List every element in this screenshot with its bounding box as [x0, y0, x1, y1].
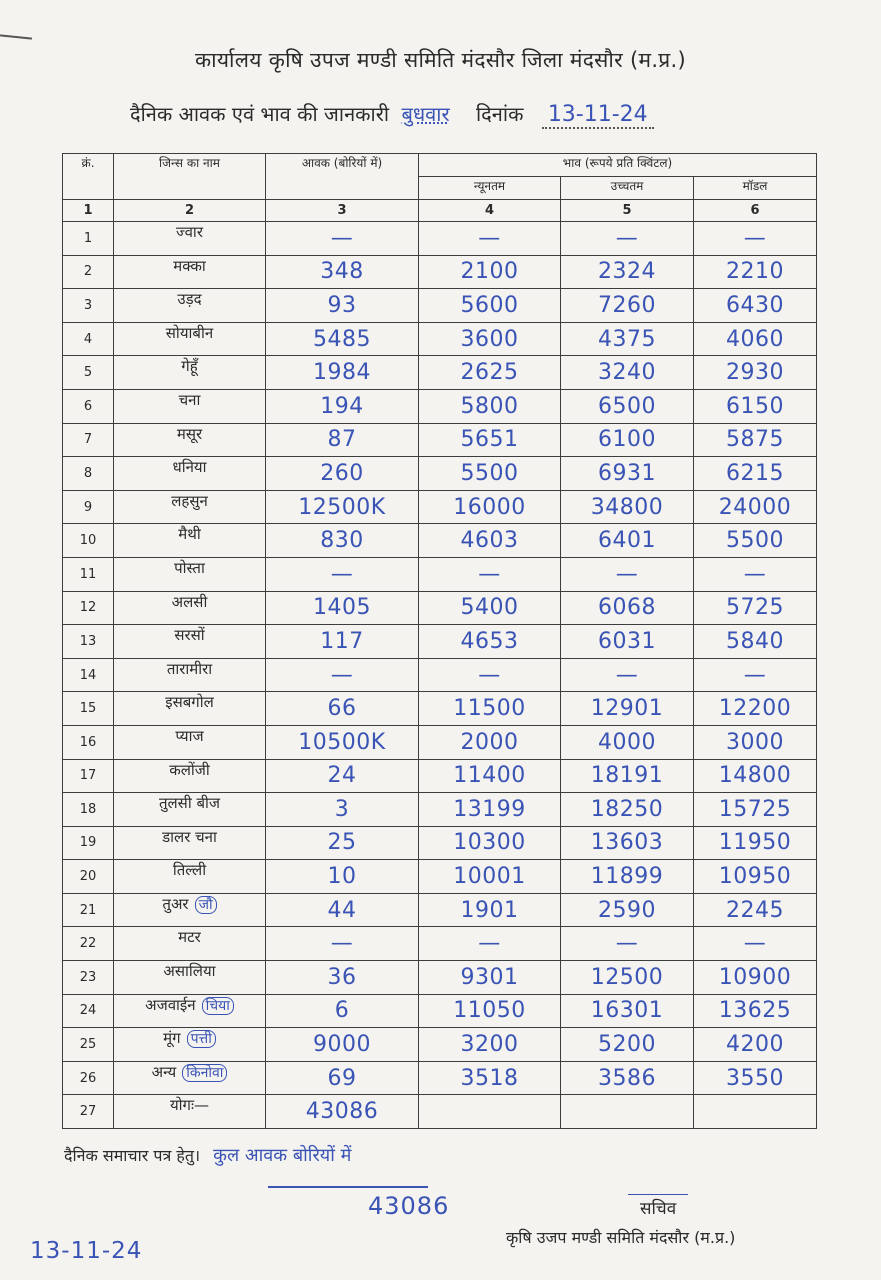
row-sn: 19 [63, 826, 114, 860]
model-price-cell: 11950 [694, 826, 817, 860]
max-price-cell: 18250 [561, 793, 694, 827]
commodity-name-text: सोयाबीन [165, 323, 214, 342]
col-number: 3 [266, 200, 419, 222]
commodity-name [114, 692, 266, 726]
commodity-name [114, 222, 266, 256]
row-sn: 16 [63, 725, 114, 759]
table-row [63, 759, 817, 793]
commodity-name [114, 322, 266, 356]
max-price-cell: — [561, 927, 694, 961]
row-sn: 21 [63, 893, 114, 927]
row-sn: 23 [63, 961, 114, 995]
report-date: 13-11-24 [542, 102, 654, 129]
office-title: कार्यालय कृषि उपज मण्डी समिति मंदसौर जिला मंदसौर (म.प्र.) [194, 48, 687, 72]
model-price-cell: — [694, 222, 817, 256]
min-price-cell [419, 1095, 561, 1129]
arrival-cell: 93 [266, 289, 419, 323]
max-price-cell: 13603 [561, 826, 694, 860]
commodity-name [114, 423, 266, 457]
arrival-cell: 66 [266, 692, 419, 726]
commodity-name [114, 1095, 266, 1129]
row-sn: 18 [63, 793, 114, 827]
table-row [63, 1095, 817, 1129]
table-row [63, 457, 817, 491]
total-arrival: 43086 [368, 1192, 450, 1220]
commodity-name-text: ज्वार [176, 223, 203, 241]
model-price-cell: 5875 [694, 423, 817, 457]
model-price-cell: 6430 [694, 289, 817, 323]
arrival-cell: 3 [266, 793, 419, 827]
arrival-cell: 5485 [266, 322, 419, 356]
commodity-name-text: डालर चना [162, 827, 217, 846]
price-table [62, 153, 817, 1129]
max-price-cell: 12500 [561, 961, 694, 995]
max-price-cell: 6401 [561, 524, 694, 558]
arrival-cell: 1405 [266, 591, 419, 625]
commodity-name [114, 826, 266, 860]
min-price-cell: 1901 [419, 893, 561, 927]
newspaper-note: कुल आवक बोरियों में [213, 1145, 352, 1166]
min-price-cell: 11400 [419, 759, 561, 793]
row-sn: 26 [63, 1061, 114, 1095]
commodity-name-text: असालिया [163, 962, 216, 981]
model-price-cell: 2245 [694, 893, 817, 927]
min-price-cell: 2625 [419, 356, 561, 390]
max-price-cell [561, 1095, 694, 1129]
model-price-cell: 6150 [694, 389, 817, 423]
model-price-cell [694, 1095, 817, 1129]
commodity-name-text: योगः— [169, 1096, 210, 1115]
min-price-cell: 2100 [419, 255, 561, 289]
row-sn: 9 [63, 490, 114, 524]
model-price-cell: 13625 [694, 994, 817, 1028]
max-price-cell: 4375 [561, 322, 694, 356]
model-price-cell: 5500 [694, 524, 817, 558]
arrival-cell: 117 [266, 625, 419, 659]
arrival-cell: 69 [266, 1061, 419, 1095]
min-price-cell: — [419, 557, 561, 591]
max-price-cell: 4000 [561, 725, 694, 759]
commodity-name-text: अलसी [171, 592, 208, 611]
table-row [63, 222, 817, 256]
commodity-name [114, 994, 266, 1028]
table-row [63, 1028, 817, 1062]
commodity-name [114, 524, 266, 558]
row-sn: 24 [63, 994, 114, 1028]
commodity-name [114, 490, 266, 524]
commodity-note: किनोवा [182, 1064, 227, 1082]
row-sn: 10 [63, 524, 114, 558]
max-price-cell: — [561, 222, 694, 256]
min-price-cell: 5651 [419, 423, 561, 457]
row-sn: 1 [63, 222, 114, 256]
min-price-cell: 5600 [419, 289, 561, 323]
table-row [63, 860, 817, 894]
row-sn: 8 [63, 457, 114, 491]
commodity-name [114, 389, 266, 423]
min-price-cell: 4603 [419, 524, 561, 558]
min-price-cell: — [419, 658, 561, 692]
report-subtitle-line [130, 100, 654, 127]
arrival-cell: 36 [266, 961, 419, 995]
commodity-name-text: चना [178, 390, 201, 409]
commodity-name-text: अजवाईन [145, 995, 196, 1014]
row-sn: 27 [63, 1095, 114, 1129]
max-price-cell: 2590 [561, 893, 694, 927]
row-sn: 3 [63, 289, 114, 323]
commodity-name [114, 759, 266, 793]
model-price-cell: 2930 [694, 356, 817, 390]
newspaper-line [64, 1143, 351, 1167]
commodity-name [114, 457, 266, 491]
col-header-name: जिन्स का नाम [114, 154, 266, 200]
commodity-name-text: तिल्ली [172, 861, 207, 880]
max-price-cell: 3240 [561, 356, 694, 390]
max-price-cell: 12901 [561, 692, 694, 726]
model-price-cell: 24000 [694, 490, 817, 524]
min-price-cell: 5800 [419, 389, 561, 423]
min-price-cell: 16000 [419, 490, 561, 524]
col-header-price: भाव (रूपये प्रति क्विंटल) [419, 154, 817, 177]
commodity-name-text: तुअर [162, 894, 189, 913]
commodity-name-text: धनिया [172, 458, 207, 477]
model-price-cell: 4060 [694, 322, 817, 356]
row-sn: 6 [63, 389, 114, 423]
model-price-cell: — [694, 658, 817, 692]
max-price-cell: 6031 [561, 625, 694, 659]
arrival-cell: 10 [266, 860, 419, 894]
commodity-name-text: तुलसी बीज [158, 794, 221, 813]
max-price-cell: 6100 [561, 423, 694, 457]
arrival-cell: 12500K [266, 490, 419, 524]
arrival-cell: 44 [266, 893, 419, 927]
col-number: 4 [419, 200, 561, 222]
commodity-note: पत्ती [187, 1030, 216, 1048]
model-price-cell: 12200 [694, 692, 817, 726]
newspaper-label: दैनिक समाचार पत्र हेतु। [64, 1146, 201, 1165]
table-row [63, 423, 817, 457]
table-row [63, 658, 817, 692]
table-row [63, 994, 817, 1028]
col-header-arrival: आवक (बोरियों में) [266, 154, 419, 200]
table-row [63, 625, 817, 659]
col-number: 2 [114, 200, 266, 222]
commodity-name-text: सरसों [174, 626, 205, 645]
arrival-cell: 43086 [266, 1095, 419, 1129]
col-header-sn: क्रं. [63, 154, 114, 200]
max-price-cell: 3586 [561, 1061, 694, 1095]
model-price-cell: — [694, 927, 817, 961]
table-row [63, 927, 817, 961]
min-price-cell: 10001 [419, 860, 561, 894]
row-sn: 25 [63, 1028, 114, 1062]
model-price-cell: 15725 [694, 793, 817, 827]
arrival-cell: 830 [266, 524, 419, 558]
secretary-label: सचिव [640, 1199, 677, 1219]
min-price-cell: — [419, 222, 561, 256]
arrival-cell: — [266, 557, 419, 591]
min-price-cell: 2000 [419, 725, 561, 759]
table-row [63, 356, 817, 390]
max-price-cell: 18191 [561, 759, 694, 793]
arrival-cell: 25 [266, 826, 419, 860]
table-row [63, 490, 817, 524]
commodity-name [114, 961, 266, 995]
max-price-cell: 6068 [561, 591, 694, 625]
commodity-name [114, 658, 266, 692]
min-price-cell: 3518 [419, 1061, 561, 1095]
col-number: 1 [63, 200, 114, 222]
commodity-name [114, 1061, 266, 1095]
commodity-name [114, 557, 266, 591]
min-price-cell: 9301 [419, 961, 561, 995]
min-price-cell: 3200 [419, 1028, 561, 1062]
col-number: 6 [694, 200, 817, 222]
col-header-max: उच्चतम [561, 177, 694, 200]
commodity-name [114, 289, 266, 323]
max-price-cell: — [561, 557, 694, 591]
arrival-cell: 1984 [266, 356, 419, 390]
commodity-name [114, 893, 266, 927]
commodity-name-text: इसबगोल [165, 693, 214, 712]
model-price-cell: 4200 [694, 1028, 817, 1062]
arrival-cell: 87 [266, 423, 419, 457]
max-price-cell: 34800 [561, 490, 694, 524]
arrival-cell: 24 [266, 759, 419, 793]
arrival-cell: 348 [266, 255, 419, 289]
commodity-note: जौ [195, 896, 217, 914]
arrival-cell: 194 [266, 389, 419, 423]
commodity-name [114, 255, 266, 289]
min-price-cell: 3600 [419, 322, 561, 356]
arrival-cell: — [266, 927, 419, 961]
arrival-cell: 10500K [266, 725, 419, 759]
commodity-note: चिया [202, 997, 234, 1015]
commodity-name-text: गेहूँ [181, 357, 198, 376]
date-label: दिनांक [476, 102, 524, 126]
row-sn: 7 [63, 423, 114, 457]
row-sn: 11 [63, 557, 114, 591]
row-sn: 14 [63, 658, 114, 692]
min-price-cell: 11500 [419, 692, 561, 726]
max-price-cell: 11899 [561, 860, 694, 894]
max-price-cell: 6931 [561, 457, 694, 491]
commodity-name-text: कलोंजी [169, 760, 210, 779]
row-sn: 12 [63, 591, 114, 625]
office-footer: कृषि उजप मण्डी समिति मंदसौर (म.प्र.) [506, 1228, 736, 1247]
model-price-cell: 3550 [694, 1061, 817, 1095]
commodity-name-text: लहसुन [171, 491, 208, 510]
report-day: बुधवार [401, 102, 450, 126]
min-price-cell: 5400 [419, 591, 561, 625]
model-price-cell: 5840 [694, 625, 817, 659]
table-row [63, 893, 817, 927]
commodity-name [114, 725, 266, 759]
commodity-name [114, 356, 266, 390]
row-sn: 5 [63, 356, 114, 390]
model-price-cell: 10950 [694, 860, 817, 894]
max-price-cell: — [561, 658, 694, 692]
row-sn: 4 [63, 322, 114, 356]
table-row [63, 524, 817, 558]
table-row [63, 961, 817, 995]
commodity-name-text: प्याज [175, 726, 204, 745]
table-row [63, 322, 817, 356]
max-price-cell: 5200 [561, 1028, 694, 1062]
commodity-name [114, 625, 266, 659]
row-sn: 13 [63, 625, 114, 659]
min-price-cell: 11050 [419, 994, 561, 1028]
min-price-cell: 5500 [419, 457, 561, 491]
commodity-name-text: तारामीरा [166, 659, 213, 678]
arrival-cell: — [266, 658, 419, 692]
row-sn: 20 [63, 860, 114, 894]
max-price-cell: 2324 [561, 255, 694, 289]
commodity-name [114, 793, 266, 827]
col-number: 5 [561, 200, 694, 222]
commodity-name-text: मूंग [163, 1029, 181, 1048]
min-price-cell: 13199 [419, 793, 561, 827]
table-row [63, 255, 817, 289]
max-price-cell: 16301 [561, 994, 694, 1028]
arrival-cell: 9000 [266, 1028, 419, 1062]
table-row [63, 725, 817, 759]
table-row [63, 289, 817, 323]
row-sn: 15 [63, 692, 114, 726]
corner-date: 13-11-24 [30, 1238, 143, 1264]
margin-mark [0, 34, 32, 39]
model-price-cell: 3000 [694, 725, 817, 759]
model-price-cell: 2210 [694, 255, 817, 289]
table-row [63, 793, 817, 827]
table-row [63, 1061, 817, 1095]
model-price-cell: 5725 [694, 591, 817, 625]
signature [628, 1180, 688, 1195]
commodity-name-text: पोस्ता [174, 558, 205, 577]
commodity-name-text: उड़द [177, 290, 202, 309]
commodity-name [114, 1028, 266, 1062]
commodity-name-text: मटर [178, 928, 201, 947]
col-header-min: न्यूनतम [419, 177, 561, 200]
arrival-cell: — [266, 222, 419, 256]
table-row [63, 591, 817, 625]
model-price-cell: 10900 [694, 961, 817, 995]
model-price-cell: 14800 [694, 759, 817, 793]
max-price-cell: 7260 [561, 289, 694, 323]
table-row [63, 692, 817, 726]
commodity-name-text: अन्य [151, 1062, 177, 1081]
table-row [63, 557, 817, 591]
min-price-cell: 10300 [419, 826, 561, 860]
underline [268, 1186, 428, 1188]
table-row [63, 826, 817, 860]
commodity-name-text: मैथी [178, 525, 201, 544]
commodity-name-text: मक्का [173, 256, 206, 275]
row-sn: 17 [63, 759, 114, 793]
commodity-name-text: मसूर [176, 424, 203, 443]
row-sn: 22 [63, 927, 114, 961]
commodity-name [114, 591, 266, 625]
row-sn: 2 [63, 255, 114, 289]
report-subtitle: दैनिक आवक एवं भाव की जानकारी [130, 102, 390, 126]
model-price-cell: — [694, 557, 817, 591]
commodity-name [114, 927, 266, 961]
min-price-cell: 4653 [419, 625, 561, 659]
table-row [63, 389, 817, 423]
arrival-cell: 260 [266, 457, 419, 491]
col-header-model: मॉडल [694, 177, 817, 200]
arrival-cell: 6 [266, 994, 419, 1028]
commodity-name [114, 860, 266, 894]
model-price-cell: 6215 [694, 457, 817, 491]
min-price-cell: — [419, 927, 561, 961]
max-price-cell: 6500 [561, 389, 694, 423]
